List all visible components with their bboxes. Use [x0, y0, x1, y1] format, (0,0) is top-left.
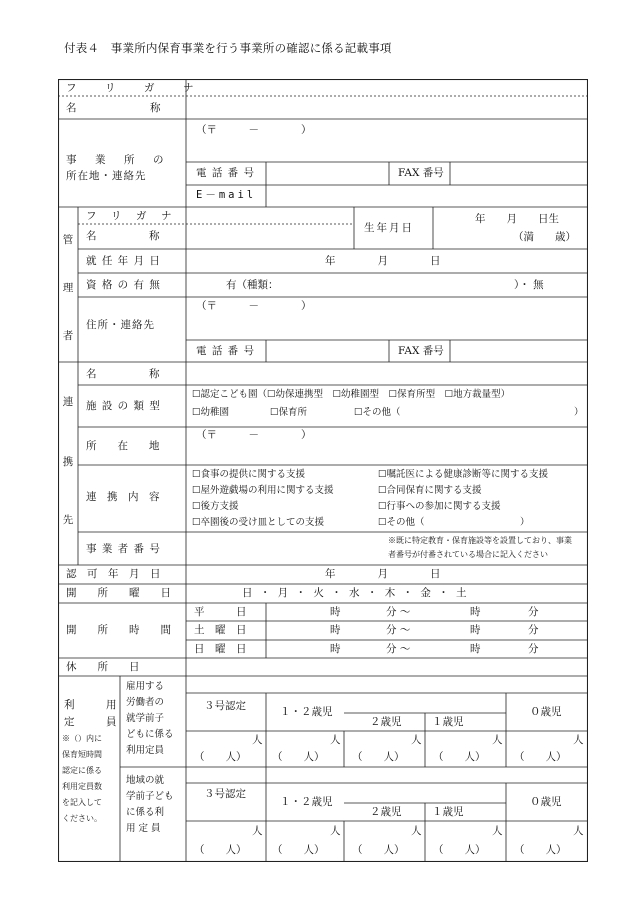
manager-postal-field[interactable]: （〒 － ）: [196, 300, 312, 312]
hours-weekday-label: 平 日: [194, 606, 247, 618]
facility-fax-field[interactable]: [452, 164, 586, 183]
cap-a-header-12: １・２歳児: [280, 706, 333, 718]
partner-biz-note-1: ※既に特定教育・保育施設等を設置しており、事業: [388, 536, 572, 545]
cap-a-0-paren[interactable]: （ 人）: [514, 751, 567, 763]
cap-a-1-unit[interactable]: 人: [492, 734, 503, 746]
open-days-value[interactable]: 日 ・ 月 ・ 火 ・ 水 ・ 木 ・ 金 ・ 土: [242, 587, 469, 599]
manager-age[interactable]: （満 歳）: [513, 231, 576, 243]
partner-name-label: 名 称: [86, 368, 160, 380]
partner-side-label-2: 携: [62, 456, 74, 468]
cap-b-0-paren[interactable]: （ 人）: [514, 844, 567, 856]
cap-a-header-1: １歳児: [432, 716, 464, 728]
facility-tel-field[interactable]: [268, 164, 386, 183]
cap-b-2-paren[interactable]: （ 人）: [352, 844, 405, 856]
partner-content-item-doctor[interactable]: ☐嘱託医による健康診断等に関する支援: [378, 469, 549, 480]
partner-postal-field[interactable]: （〒 － ）: [196, 429, 312, 441]
community-capacity-label-3: に係る利: [126, 807, 165, 818]
community-capacity-label-4: 用 定 員: [126, 823, 161, 834]
cap-a-0-unit[interactable]: 人: [573, 734, 584, 746]
manager-qual-tail[interactable]: ）・ 無: [514, 279, 544, 291]
cap-a-header-0: ０歳児: [530, 706, 562, 718]
cap-b-header-3: ３号認定: [204, 788, 246, 800]
partner-type-other-close: ）: [574, 407, 584, 418]
capacity-label-1: 利 用: [64, 699, 117, 711]
closed-days-field[interactable]: [188, 659, 586, 675]
cap-a-1-paren[interactable]: （ 人）: [433, 751, 486, 763]
hours-saturday-from-hour[interactable]: 時: [330, 624, 341, 636]
partner-content-label: 連 携 内 容: [86, 491, 160, 503]
partner-content-item-after-graduation[interactable]: ☐卒園後の受け皿としての支援: [192, 517, 325, 528]
cap-b-12-unit[interactable]: 人: [330, 825, 341, 837]
form-title: 付表４ 事業所内保育事業を行う事業所の確認に係る記載事項: [64, 41, 392, 55]
partner-content-item-events[interactable]: ☐行事への参加に関する支援: [378, 501, 501, 512]
cap-b-header-2: ２歳児: [370, 806, 402, 818]
manager-tel-label: 電 話 番 号: [196, 345, 256, 357]
community-capacity-label-2: 学前子ども: [126, 791, 174, 802]
hours-sunday-label: 日 曜 日: [194, 643, 247, 655]
partner-content-item-other[interactable]: ☐その他（: [378, 517, 425, 528]
open-hours-label: 開 所 時 間: [66, 624, 171, 636]
open-days-label: 開 所 曜 日: [66, 587, 171, 599]
approval-date-label: 認 可 年 月 日: [66, 568, 161, 580]
manager-start-value[interactable]: 年 月 日: [325, 255, 441, 267]
employee-capacity-label-3: 就学前子: [126, 713, 165, 724]
manager-side-label-2: 理: [62, 282, 74, 294]
capacity-label-2: 定 員: [64, 716, 117, 728]
cap-a-12-unit[interactable]: 人: [330, 734, 341, 746]
cap-a-2-unit[interactable]: 人: [411, 734, 422, 746]
cap-b-3-paren[interactable]: （ 人）: [194, 844, 247, 856]
partner-content-item-playground[interactable]: ☐屋外遊戯場の利用に関する支援: [192, 485, 334, 496]
facility-furigana-label: フ リ ガ ナ: [66, 82, 203, 94]
facility-email-label: E－mail: [196, 189, 257, 201]
partner-side-label-3: 先: [62, 514, 74, 526]
partner-side-label-1: 連: [62, 396, 74, 408]
cap-a-2-paren[interactable]: （ 人）: [352, 751, 405, 763]
manager-furigana-label: フ リ ガ ナ: [86, 210, 174, 222]
facility-email-field[interactable]: [268, 187, 586, 205]
closed-days-label: 休 所 日: [66, 661, 140, 673]
cap-b-header-12: １・２歳児: [280, 796, 333, 808]
manager-side-label-1: 管: [62, 234, 74, 246]
hours-sunday-to-min[interactable]: 分: [528, 643, 539, 655]
cap-a-3-unit[interactable]: 人: [252, 734, 263, 746]
manager-qual-label: 資 格 の 有 無: [86, 279, 161, 291]
facility-address-label-2: 所在地・連絡先: [66, 170, 147, 182]
capacity-note-2: 保育短時間: [62, 750, 102, 759]
manager-address-label: 住所・連絡先: [86, 319, 155, 331]
partner-type-options-line1[interactable]: ☐認定こども園（☐幼保連携型 ☐幼稚園型 ☐保育所型 ☐地方裁量型）: [192, 389, 511, 400]
facility-name-label: 名 称: [66, 102, 161, 114]
cap-b-1-unit[interactable]: 人: [492, 825, 503, 837]
cap-b-1-paren[interactable]: （ 人）: [433, 844, 486, 856]
cap-a-12-paren[interactable]: （ 人）: [272, 751, 325, 763]
partner-content-item-backup[interactable]: ☐後方支援: [192, 501, 239, 512]
cap-a-header-2: ２歳児: [370, 716, 402, 728]
manager-fax-label: FAX 番号: [398, 345, 444, 357]
hours-saturday-to-hour[interactable]: 時: [470, 624, 481, 636]
hours-weekday-to-min[interactable]: 分: [528, 606, 539, 618]
partner-type-kindergarten[interactable]: ☐幼稚園: [192, 407, 230, 418]
facility-name-field[interactable]: [188, 97, 586, 117]
capacity-note-1: ※（）内に: [62, 734, 102, 743]
facility-address-label-1: 事 業 所 の: [66, 154, 168, 166]
employee-capacity-label-5: 利用定員: [126, 745, 165, 756]
hours-saturday-from-min[interactable]: 分 〜: [386, 624, 411, 636]
partner-biz-number-label: 事 業 者 番 号: [86, 543, 161, 555]
manager-start-label: 就 任 年 月 日: [86, 255, 161, 267]
partner-content-item-meal[interactable]: ☐食事の提供に関する支援: [192, 469, 306, 480]
facility-postal-field[interactable]: （〒 － ）: [196, 124, 312, 136]
employee-capacity-label-1: 雇用する: [126, 681, 165, 692]
capacity-note-4: 利用定員数: [62, 782, 102, 791]
partner-type-label: 施 設 の 類 型: [86, 400, 161, 412]
form-sheet: [58, 79, 588, 862]
facility-tel-label: 電 話 番 号: [196, 167, 256, 179]
hours-saturday-to-min[interactable]: 分: [528, 624, 539, 636]
hours-sunday-from-hour[interactable]: 時: [330, 643, 341, 655]
partner-biz-note-2: 者番号が付番されている場合に記入ください: [388, 550, 548, 559]
hours-sunday-to-hour[interactable]: 時: [470, 643, 481, 655]
approval-date-value[interactable]: 年 月 日: [325, 568, 441, 580]
capacity-note-6: ください。: [62, 814, 102, 823]
hours-weekday-from-hour[interactable]: 時: [330, 606, 341, 618]
manager-name-label: 名 称: [86, 230, 160, 242]
partner-location-label: 所 在 地: [86, 440, 160, 452]
employee-capacity-label-2: 労働者の: [126, 697, 165, 708]
facility-fax-label: FAX 番号: [398, 167, 444, 179]
cap-b-12-paren[interactable]: （ 人）: [272, 844, 325, 856]
cap-b-2-unit[interactable]: 人: [411, 825, 422, 837]
manager-qual-value[interactable]: 有（種類：: [226, 279, 279, 291]
hours-sunday-from-min[interactable]: 分 〜: [386, 643, 411, 655]
hours-weekday-from-min[interactable]: 分 〜: [386, 606, 411, 618]
cap-b-3-unit[interactable]: 人: [252, 825, 263, 837]
employee-capacity-label-4: どもに係る: [126, 729, 174, 740]
capacity-note-5: を記入して: [62, 798, 102, 807]
hours-weekday-to-hour[interactable]: 時: [470, 606, 481, 618]
manager-dob-label: 生年月日: [364, 222, 414, 234]
cap-b-header-0: ０歳児: [530, 796, 562, 808]
partner-type-other[interactable]: ☐その他（: [354, 407, 401, 418]
capacity-note-3: 認定に係る: [62, 766, 102, 775]
cap-a-3-paren[interactable]: （ 人）: [194, 751, 247, 763]
cap-a-header-3: ３号認定: [204, 700, 246, 712]
manager-dob-value[interactable]: 年 月 日生: [475, 213, 559, 225]
partner-content-other-close: ）: [520, 517, 530, 528]
partner-type-nursery[interactable]: ☐保育所: [270, 407, 308, 418]
cap-b-header-1: １歳児: [432, 806, 464, 818]
manager-side-label-3: 者: [62, 330, 74, 342]
partner-content-item-joint-care[interactable]: ☐合同保育に関する支援: [378, 485, 482, 496]
cap-b-0-unit[interactable]: 人: [573, 825, 584, 837]
community-capacity-label-1: 地域の就: [126, 775, 165, 786]
hours-saturday-label: 土 曜 日: [194, 624, 247, 636]
